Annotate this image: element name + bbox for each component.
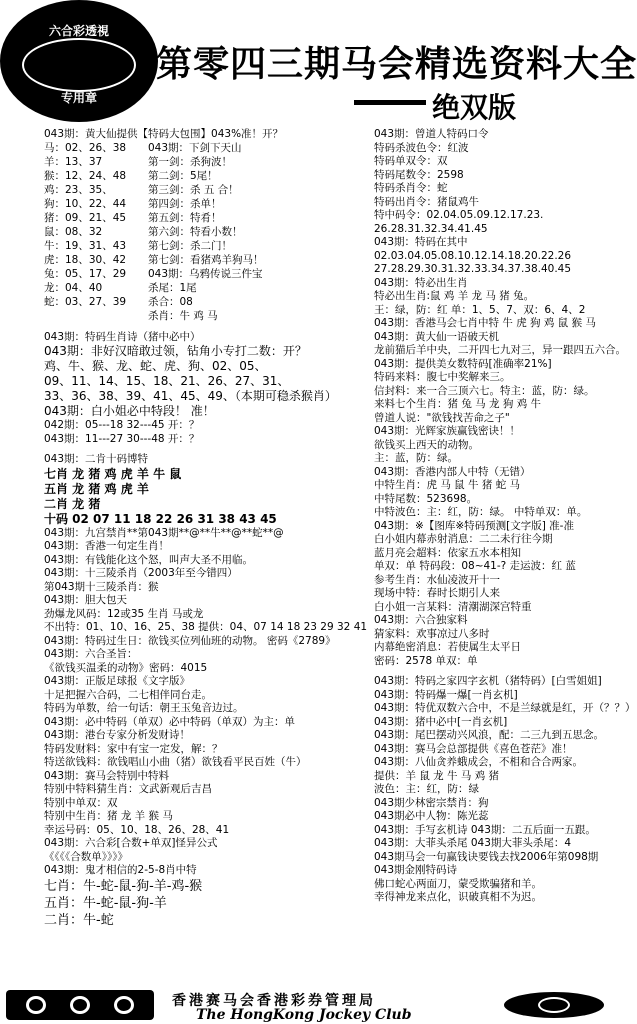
sword-line: 第六剑：特看小数！ — [148, 225, 243, 238]
zodiac-numbers: 龙：04、40 — [44, 281, 103, 294]
zodiac-row — [44, 156, 356, 170]
zodiac-row — [44, 296, 356, 310]
text-line: 密码：2578 单双：单 — [374, 654, 478, 667]
text-line: 幸运号码：05、10、18、26、28、41 — [44, 823, 230, 836]
text-line: 特码杀肖令：蛇 — [374, 182, 448, 194]
text-line: 043期：猪中必中[一肖玄机] — [374, 715, 508, 728]
text-line: 特中码令：02.04.05.09.12.17.23. — [374, 209, 544, 221]
zodiac-numbers: 蛇：03、27、39 — [44, 295, 127, 308]
zodiac-numbers: 马：02、26、38 — [44, 141, 127, 154]
text-line: 现场中特：春时长期引人来 — [374, 587, 500, 599]
zodiac-numbers: 兔：05、17、29 — [44, 267, 127, 280]
text-line: 信封料：来一合三顶六七。特主：蓝，防：绿。 — [374, 384, 595, 397]
text-line: 043期：特优双数六合中，不是兰绿就是红，开（？？） — [374, 702, 636, 714]
text-line: 特别中生肖：猪 龙 羊 猴 马 — [44, 810, 173, 822]
sword-line: 杀尾：1尾 — [148, 281, 197, 294]
text-line: 特送欲钱料：欲钱唱山小曲（猪）欲钱看平民百姓（牛） — [44, 756, 307, 768]
text-line: 佛口蛇心两面刀，蒙受欺骗猪和羊。 — [374, 877, 542, 890]
text-line: 主：蓝，防：绿。 — [374, 452, 458, 464]
text-line: 特码来料：腹七中奖解来三。 — [374, 371, 511, 383]
text-line: 02.03.04.05.08.10.12.14.18.20.22.26 — [374, 249, 572, 262]
text-line: 043期：特必出生肖 — [374, 276, 468, 289]
text-line: 波色：主：红，防：绿 — [374, 783, 479, 795]
sword-line: 杀肖：牛 鸡 马 — [148, 309, 218, 322]
zodiac-row — [44, 282, 356, 296]
zodiac-row — [44, 198, 356, 212]
text-line: 043期：有钱能化这个怒，叫声大圣不用临。 — [44, 553, 254, 566]
text-line: 043期：※【图库※特码预测[文字版] 准-准 — [374, 519, 574, 532]
zodiac-numbers: 羊：13、37 — [44, 155, 103, 168]
text-line: 特码为单数，给一句话：朝王玉兔音边过。 — [44, 702, 244, 714]
footer-chinese-name: 香港赛马会香港彩券管理局 — [172, 993, 376, 1009]
sword-line: 043期：乌鸦传说三件宝 — [148, 267, 263, 280]
text-line: 043期：必中特码（单双）必中特码（单双）为主：单 — [44, 715, 296, 728]
text-line: 特码发财料：家中有宝一定发，解：？ — [44, 742, 223, 755]
jockey-club-logo — [6, 990, 154, 1020]
text-line: 043期：特码过生日：欲钱买位列仙班的动物。 密码《2789》 — [44, 634, 336, 647]
text-line: 043期：港台专家分析发财诗！ — [44, 729, 191, 741]
sword-line: 第二剑：5尾！ — [148, 169, 218, 182]
text-line: 043期：特码之家四字玄机（猪特码）[白雪姐姐] — [374, 675, 602, 687]
text-line: 白小姐内幕赤射消息：二二未行往今期 — [374, 533, 553, 545]
text-line: 043期：六合彩[合数+单双]怪异公式 — [44, 837, 218, 849]
text-line: 043期：黄大仙提供【特码大包围】043%准！开？ — [44, 128, 284, 140]
text-line: 中特生肖：虎 马 鼠 牛 猪 蛇 马 — [374, 479, 521, 491]
text-line: 043期：鬼才相信的2-5-8肖中特 — [44, 864, 197, 876]
text-line: 043期：特码在其中 — [374, 236, 468, 248]
text-line: 043期：白小姐必中特段！ 准！ — [44, 404, 215, 418]
text-line: 043期：曾道人特码口令 — [374, 128, 489, 140]
text-line: 提供：羊 鼠 龙 牛 马 鸡 猪 — [374, 769, 500, 782]
zodiac-row — [44, 142, 356, 156]
text-line: 不出特：01、10、16、25、38 提供：04、07 14 18 23 29 32 41 — [44, 621, 368, 633]
text-line: 《欲钱买温柔的动物》密码：4015 — [44, 661, 208, 674]
page-subtitle: 绝双版 — [432, 91, 517, 124]
sword-line: 第五剑：特肴！ — [148, 211, 222, 224]
zodiac-row — [44, 268, 356, 282]
text-line: 26.28.31.32.34.41.45 — [374, 222, 488, 235]
text-line: 043期：11---27 30---48 开：？ — [44, 432, 200, 445]
zodiac-row — [44, 226, 356, 240]
right-column — [374, 128, 636, 905]
zodiac-numbers: 虎：18、30、42 — [44, 253, 127, 266]
text-line: 鸡、牛、猴、龙、蛇、虎、狗、02、05、 — [44, 359, 267, 373]
text-line: 043期：光辉家族赢钱密诀！！ — [374, 425, 521, 437]
seal-stamp — [0, 0, 158, 122]
text-line: 特必出生肖:鼠 鸡 羊 龙 马 猪 兔。 — [374, 290, 535, 302]
seal-ring — [22, 38, 136, 92]
zodiac-row — [44, 170, 356, 184]
text-line: 《《《《合数单》》》》 — [44, 850, 128, 863]
text-line: 043期：提供美女数特码[准确率21%] — [374, 357, 552, 370]
text-line: 043期：八仙贪养蛾成会，不相和合合两家。 — [374, 756, 584, 768]
text-line: 27.28.29.30.31.32.33.34.37.38.40.45 — [374, 263, 572, 275]
text-line: 白小姐一言某料：清潮湖深宫特重 — [374, 600, 532, 613]
text-line: 043期：六合独家料 — [374, 614, 468, 626]
text-line: 中特波色：主：红，防：绿。 中特单双：单。 — [374, 506, 588, 518]
zodiac-row — [44, 310, 356, 324]
text-line: 蓝月亮会超料：依家五水本相知 — [374, 546, 521, 559]
left-column — [44, 128, 368, 929]
zodiac-row — [44, 212, 356, 226]
footer-bar — [0, 988, 609, 1024]
lottery-logo — [504, 992, 604, 1018]
zodiac-numbers: 猪：09、21、45 — [44, 211, 127, 224]
text-line: 043期：赛马会总部提供《喜色苍茫》准！ — [374, 742, 573, 755]
text-line: 043期少林密宗禁肖：狗 — [374, 796, 489, 809]
footer-english-name: The HongKong Jockey Club — [196, 1007, 412, 1023]
text-line: 第043期十三陵杀肖：猴 — [44, 580, 159, 593]
text-line: 欲钱买上西天的动物。 — [374, 438, 479, 451]
text-line: 特码出肖令：猪鼠鸡牛 — [374, 195, 479, 208]
text-line: 劲爆龙风码：12或35 生肖 马或龙 — [44, 607, 204, 620]
text-line: 043期：正版足球报《文字版》 — [44, 675, 191, 687]
seal-top-text: 六合彩透視 — [48, 24, 109, 38]
text-line: 043期：香港内部人中特（无错） — [374, 465, 531, 478]
text-line: 七肖 龙 猪 鸡 虎 羊 牛 鼠 — [44, 466, 182, 481]
sword-line: 第一剑：杀狗波！ — [148, 155, 232, 168]
zodiac-row — [44, 254, 356, 268]
sword-line: 第七剑：看猪鸡羊狗马！ — [148, 253, 264, 266]
text-line: 二肖：牛-蛇 — [44, 912, 114, 928]
text-line: 043期：黄大仙一语破天机 — [374, 330, 500, 343]
text-line: 十码 02 07 11 18 22 26 31 38 43 45 — [44, 511, 277, 526]
text-line: 曾道人说："欲钱找苦命之子" — [374, 411, 510, 424]
text-line: 特码单双令：双 — [374, 155, 448, 167]
sword-line: 第四剑：杀单！ — [148, 197, 222, 210]
text-line: 09、11、14、15、18、21、26、27、31、 — [44, 374, 290, 388]
text-line: 043期：手写玄机诗 043期：二五后面一五跟。 — [374, 823, 596, 836]
zodiac-numbers: 鼠：08、32 — [44, 225, 103, 238]
text-line: 043期：二肯十码博特 — [44, 453, 149, 465]
sword-line: 第三剑：杀 五 合！ — [148, 183, 239, 196]
text-line: 二肖 龙 猪 — [44, 496, 101, 511]
text-line: 043期马会一句赢钱诀要钱去找2006年第098期 — [374, 850, 599, 863]
text-line: 中特尾数：523698。 — [374, 492, 478, 505]
text-line: 来料七个生肖：猪 兔 马 龙 狗 鸡 牛 — [374, 398, 542, 410]
text-line: 043期：非好汉暗敢过领，钻角小专打二数：开？ — [44, 344, 307, 358]
text-line: 043期：香港马会七肖中特 牛 虎 狗 鸡 鼠 猴 马 — [374, 317, 596, 329]
text-line: 特别中特料猜生肖：文武新观后吉昌 — [44, 783, 212, 795]
sword-line: 杀合：08 — [148, 295, 193, 308]
sword-line: 043期：下剑下天山 — [148, 141, 242, 154]
text-line: 龙前猫后羊中央，二开四七九对三，异一跟四五六合。 — [374, 344, 626, 356]
seal-bottom-text: 专用章 — [60, 91, 97, 105]
zodiac-numbers: 猴：12、24、48 — [44, 169, 127, 182]
text-line: 043期：特码爆一爆[一肖玄机] — [374, 688, 518, 701]
text-line: 十足把握六合码，二七相伴同台走。 — [44, 688, 212, 701]
text-line: 特码杀波色令：红波 — [374, 141, 469, 154]
text-line: 042期：05---18 32---45 开：？ — [44, 419, 200, 431]
text-line: 特别中单双：双 — [44, 796, 118, 809]
text-line: 王：绿，防：红 单：1、5、7、双：6、4、2 — [374, 303, 586, 316]
zodiac-row — [44, 184, 356, 198]
text-line: 043期：六合圣旨： — [44, 648, 138, 660]
text-line: 043期：胆大包天 — [44, 594, 128, 606]
page-title: 第零四三期马会精选资料大全 — [156, 44, 637, 85]
subtitle-dash — [354, 100, 426, 105]
text-line: 单双：单 特码段：08~41-? 走运波：红 蓝 — [374, 560, 576, 572]
text-line: 043期：赛马会特别中特料 — [44, 769, 170, 782]
text-line: 五肖 龙 猪 鸡 虎 羊 — [44, 481, 149, 496]
text-line: 043期：十三陵杀肖（2003年至今错四） — [44, 567, 238, 579]
zodiac-numbers: 鸡：23、35、 — [44, 183, 113, 196]
text-line: 特码尾数令：2598 — [374, 168, 464, 181]
text-line: 五肖：牛-蛇-鼠-狗-羊 — [44, 895, 167, 911]
sword-line: 第七剑：杀二门！ — [148, 239, 232, 252]
zodiac-numbers: 牛：19、31、43 — [44, 239, 127, 252]
text-line: 内幕绝密消息：若使属生太平日 — [374, 641, 521, 653]
text-line: 043期：大菲头杀尾 043期大菲头杀尾：4 — [374, 837, 572, 849]
text-line: 043期：特码生肖诗（猪中必中） — [44, 330, 201, 343]
text-line: 043期必中人物：陈光蕊 — [374, 810, 489, 822]
text-line: 043期：香港一句定生肖！ — [44, 540, 170, 552]
text-line: 33、36、38、39、41、45、49、（本期可稳杀猴肖） — [44, 389, 337, 403]
zodiac-row — [44, 240, 356, 254]
text-line: 043期：尾巴摆动兴风浪，配：二三九到五思念。 — [374, 729, 605, 741]
text-line: 七肖：牛-蛇-鼠-狗-羊-鸡-猴 — [44, 878, 203, 894]
text-line: 参考生肖：水仙凌波开十一 — [374, 573, 500, 586]
text-line: 043期：九宫禁肖**第043期**@**牛**@**蛇**@ — [44, 526, 284, 539]
text-line: 幸得神龙来点化，识破真相不为迟。 — [374, 891, 542, 903]
text-line: 猜家料：欢事凉过八多时 — [374, 627, 490, 640]
text-line: 043期金刚特码诗 — [374, 864, 458, 876]
zodiac-numbers: 狗：10、22、44 — [44, 197, 127, 210]
